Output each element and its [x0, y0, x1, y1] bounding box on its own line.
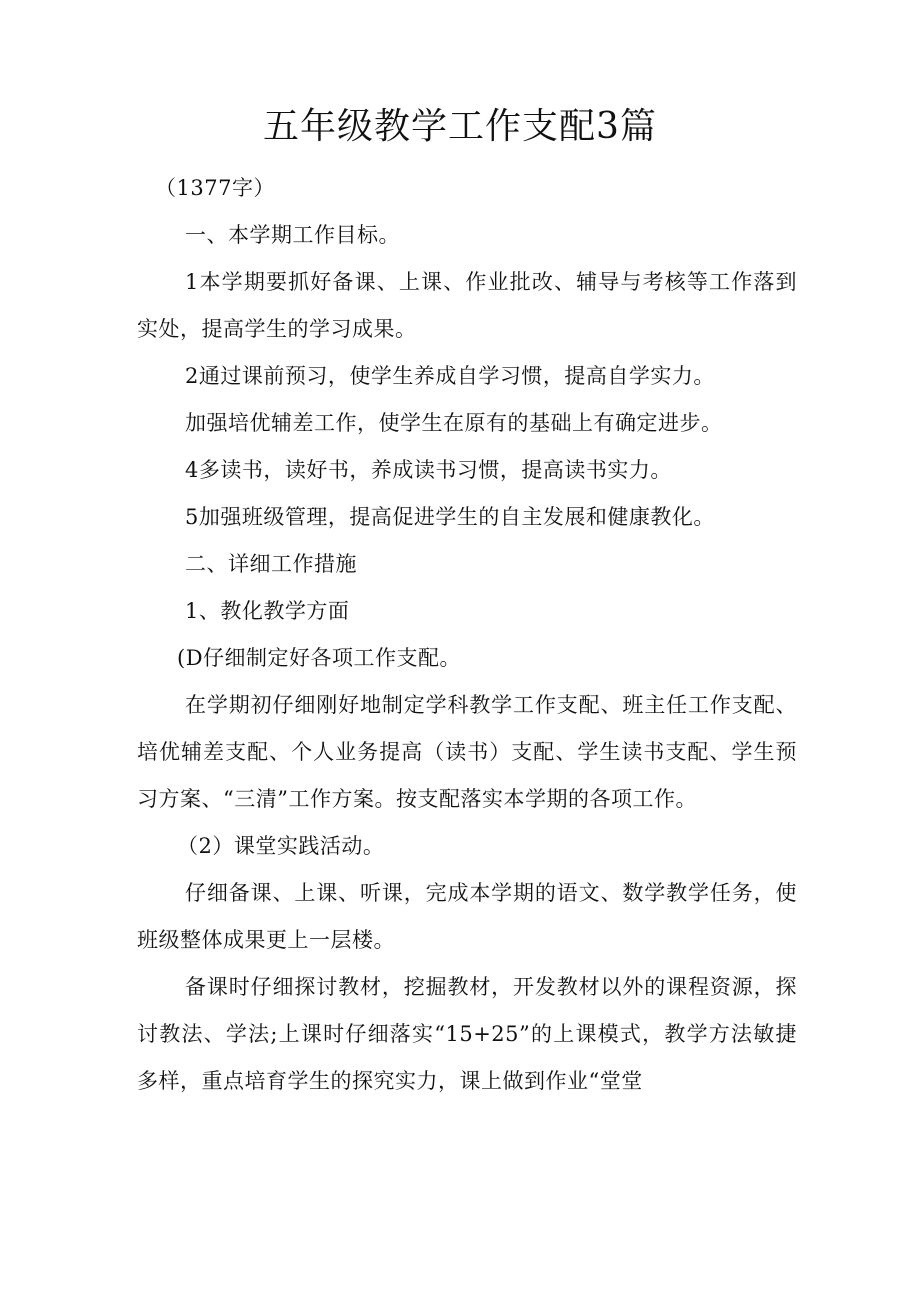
paragraph-goal-5: 5加强班级管理，提高促进学生的自主发展和健康教化。 — [185, 505, 715, 529]
word-count: （1377字） — [155, 176, 275, 200]
item-heading-classroom: （2）课堂实践活动。 — [177, 834, 385, 858]
document-title: 五年级教学工作支配3篇 — [263, 106, 657, 147]
paragraph-goal-4: 4多读书，读好书，养成读书习惯，提高读书实力。 — [185, 458, 672, 482]
paragraph-goal-2: 2通过课前预习，使学生养成自学习惯，提高自学实力。 — [185, 364, 715, 388]
paragraph-goal-3: 加强培优辅差工作，使学生在原有的基础上有确定进步。 — [185, 411, 723, 435]
paragraph-plans: 在学期初仔细刚好地制定学科教学工作支配、班主任工作支配、培优辅差支配、个人业务提高（读书）支配、学生读书支配、学生预习方案、“三清”工作方案。按支配落实本学期的各项工作。 — [137, 693, 797, 811]
section-heading-measures: 二、详细工作措施 — [185, 552, 357, 576]
section-heading-goals: 一、本学期工作目标。 — [185, 223, 400, 247]
subsection-heading-teaching: 1、教化教学方面 — [185, 599, 350, 623]
paragraph-lesson-prep: 备课时仔细探讨教材，挖掘教材，开发教材以外的课程资源，探讨教法、学法;上课时仔细落实“15+25”的上课模式，教学方法敏捷多样，重点培育学生的探究实力，课上做到作业“堂堂 — [137, 975, 797, 1093]
document-body — [137, 165, 797, 1105]
item-heading-plans: (D仔细制定好各项工作支配。 — [177, 646, 462, 670]
paragraph-classroom: 仔细备课、上课、听课，完成本学期的语文、数学教学任务，使班级整体成果更上一层楼。 — [137, 881, 797, 952]
paragraph-goal-1: 1本学期要抓好备课、上课、作业批改、辅导与考核等工作落到实处，提高学生的学习成果。 — [137, 270, 797, 341]
